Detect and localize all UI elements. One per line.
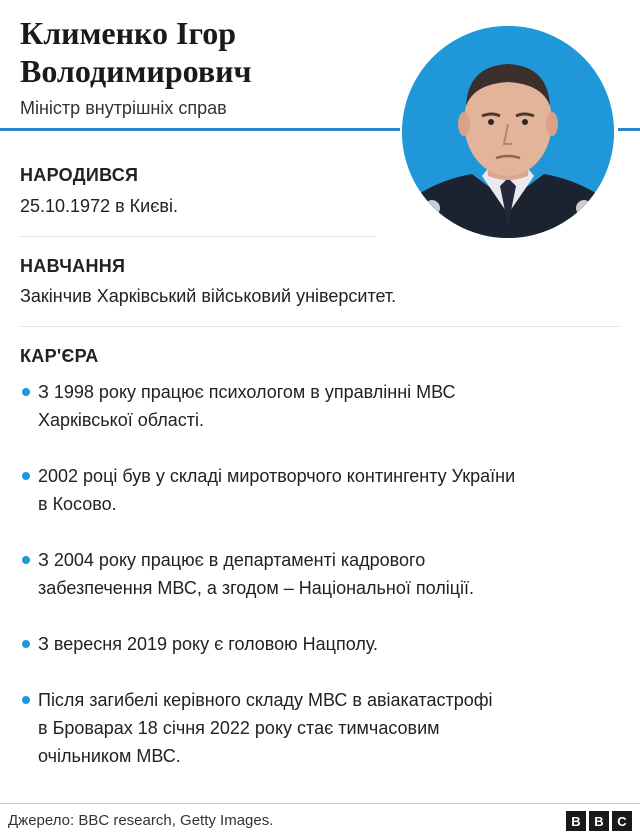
career-item-line: З вересня 2019 року є головою Нацполу.	[38, 634, 379, 654]
bullet-icon	[22, 640, 30, 648]
bbc-logo-letter: C	[612, 811, 632, 831]
bbc-logo-letter: B	[589, 811, 609, 831]
bullet-icon	[22, 556, 30, 564]
career-item	[20, 686, 620, 770]
career-item-line: Після загибелі керівного складу МВС в авіакатастрофі	[38, 690, 493, 710]
header-rule-right	[618, 128, 640, 131]
career-item-line: Харківської області.	[38, 410, 204, 430]
source-credit: Джерело: BBC research, Getty Images.	[8, 812, 274, 829]
name-line-2: Володимирович	[20, 53, 252, 89]
career-item-line: в Косово.	[38, 494, 117, 514]
born-heading: НАРОДИВСЯ	[20, 165, 139, 185]
career-item-line: З 2004 року працює в департаменті кадрового	[38, 550, 426, 570]
divider-education	[20, 326, 620, 327]
header-rule-left	[0, 128, 400, 131]
name-line-1: Клименко Ігор	[20, 15, 237, 51]
career-heading: КАР'ЄРА	[20, 346, 99, 366]
bbc-logo-letter: B	[566, 811, 586, 831]
portrait-illustration	[402, 26, 614, 238]
career-item-line: очільником МВС.	[38, 746, 181, 766]
bullet-icon	[22, 696, 30, 704]
education-heading: НАВЧАННЯ	[20, 256, 126, 276]
divider-born	[20, 236, 375, 237]
career-item-line: З 1998 року працює психологом в управлінні МВС	[38, 382, 456, 402]
born-text: 25.10.1972 в Києві.	[20, 196, 178, 216]
portrait-photo	[402, 26, 614, 238]
career-item-line: забезпечення МВС, а згодом – Національної поліції.	[38, 578, 475, 598]
career-item-line: в Броварах 18 січня 2022 року стає тимчасовим	[38, 718, 440, 738]
bullet-icon	[22, 388, 30, 396]
bullet-icon	[22, 472, 30, 480]
role-title: Міністр внутрішніх справ	[20, 98, 227, 118]
bbc-logo	[566, 811, 632, 831]
career-item	[20, 630, 620, 658]
career-item-line: 2002 році був у складі миротворчого контингенту України	[38, 466, 516, 486]
footer-divider	[0, 803, 640, 804]
education-text: Закінчив Харківський військовий університет.	[20, 286, 397, 306]
career-item	[20, 462, 620, 518]
career-item	[20, 546, 620, 602]
career-item	[20, 378, 620, 434]
person-name	[20, 14, 380, 90]
